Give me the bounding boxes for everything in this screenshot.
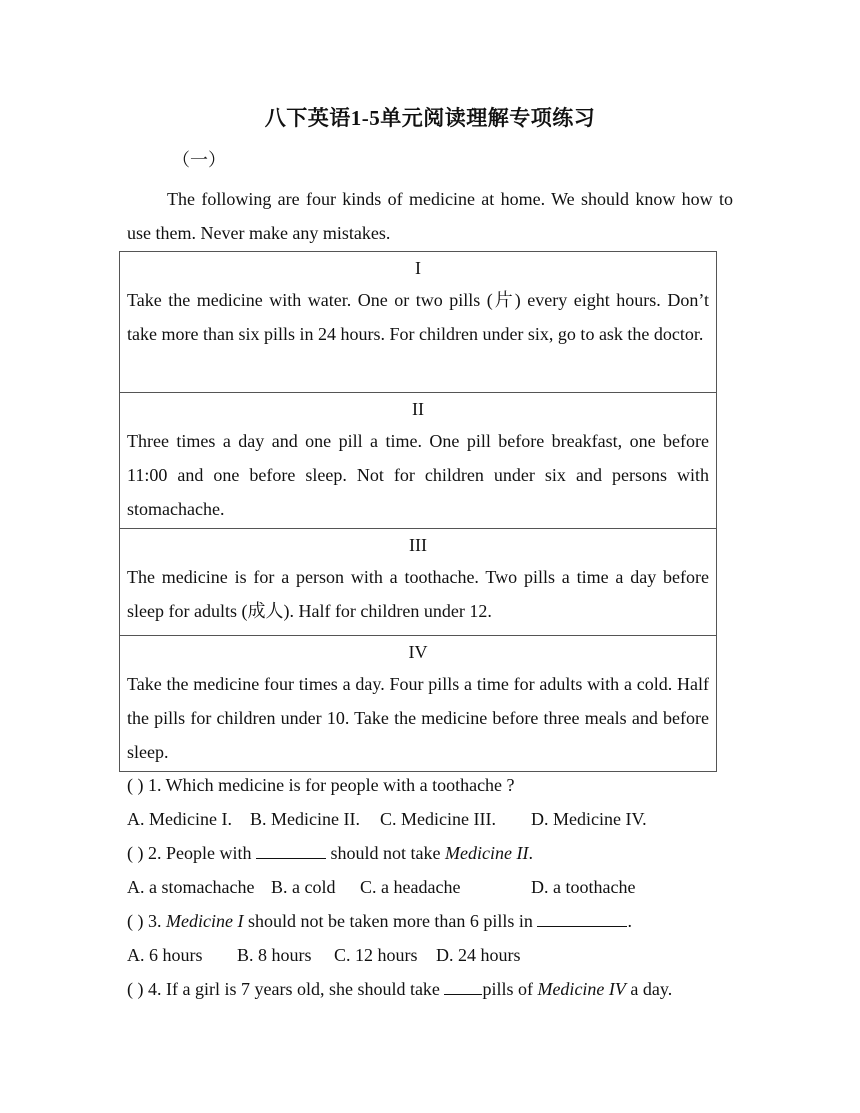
- page-title: 八下英语1-5单元阅读理解专项练习: [264, 106, 596, 130]
- medicine-instructions: Three times a day and one pill a time. One pill before breakfast, one before 11:00 and one before sleep. Not for children under six and persons with stomachache.: [127, 431, 709, 519]
- question-text: should not take: [330, 843, 441, 863]
- option-b: B. Medicine II.: [250, 809, 360, 829]
- question-1: [127, 773, 515, 797]
- option-d: D. a toothache: [531, 877, 636, 897]
- answer-blank[interactable]: [256, 842, 326, 859]
- option-b: B. 8 hours: [237, 945, 312, 965]
- medicine-instructions: Take the medicine four times a day. Four pills a time for adults with a cold. Half the pills for children under 10. Take the medicine before three meals and before sleep.: [127, 674, 709, 762]
- answer-blank[interactable]: [537, 910, 627, 927]
- question-2: [127, 841, 533, 865]
- option-c: C. a headache: [360, 877, 461, 897]
- medicine-box-3: [119, 528, 717, 636]
- medicine-instructions: Take the medicine with water. One or two pills (片) every eight hours. Don’t take more than six pills in 24 hours. For children under six, go to ask the doctor.: [127, 290, 709, 344]
- question-text: .: [627, 911, 632, 931]
- medicine-box-1: [119, 251, 717, 393]
- medicine-name: Medicine I: [166, 911, 244, 931]
- question-text: ( ) 4. If a girl is 7 years old, she should take: [127, 979, 440, 999]
- option-a: A. 6 hours: [127, 945, 203, 965]
- medicine-numeral: I: [415, 258, 421, 278]
- medicine-name: Medicine II: [444, 843, 529, 863]
- medicine-box-2: [119, 392, 717, 529]
- option-b: B. a cold: [271, 877, 336, 897]
- medicine-instructions: The medicine is for a person with a toothache. Two pills a time a day before sleep for adults (成人). Half for children under 12.: [127, 567, 709, 621]
- question-3: [127, 909, 632, 933]
- option-c: C. 12 hours: [334, 945, 418, 965]
- option-d: D. Medicine IV.: [531, 809, 647, 829]
- option-d: D. 24 hours: [436, 945, 521, 965]
- section-label: （一）: [172, 150, 226, 170]
- question-text: pills of: [482, 979, 533, 999]
- medicine-box-4: [119, 635, 717, 772]
- question-text: ( ) 3.: [127, 911, 162, 931]
- question-text: ( ) 1. Which medicine is for people with a toothache ?: [127, 775, 515, 795]
- medicine-numeral: II: [412, 399, 424, 419]
- intro-paragraph: The following are four kinds of medicine at home. We should know how to use them. Never make any mistakes.: [127, 189, 733, 243]
- option-a: A. Medicine I.: [127, 809, 232, 829]
- medicine-name: Medicine IV: [537, 979, 626, 999]
- question-text: .: [528, 843, 533, 863]
- option-c: C. Medicine III.: [380, 809, 496, 829]
- answer-blank[interactable]: [444, 978, 482, 995]
- option-a: A. a stomachache: [127, 877, 255, 897]
- question-text: should not be taken more than 6 pills in: [247, 911, 533, 931]
- question-4: [127, 977, 672, 1001]
- medicine-numeral: III: [409, 535, 427, 555]
- medicine-numeral: IV: [408, 642, 428, 662]
- question-text: a day.: [630, 979, 673, 999]
- question-text: ( ) 2. People with: [127, 843, 252, 863]
